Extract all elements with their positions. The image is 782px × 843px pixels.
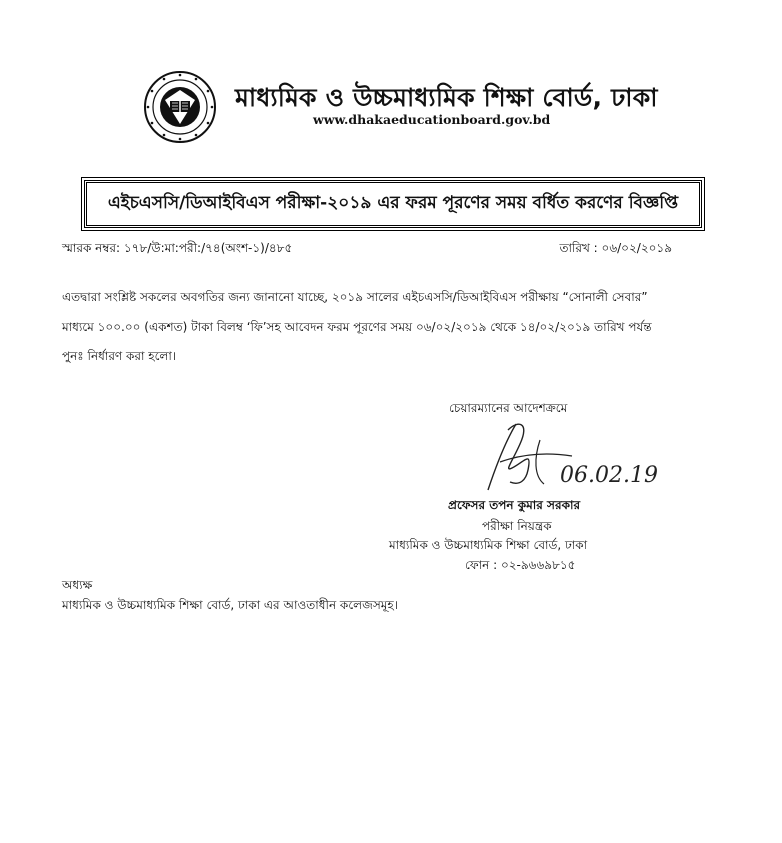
notice-title-box (84, 180, 702, 228)
recipient-body: মাধ্যমিক ও উচ্চমাধ্যমিক শিক্ষা বোর্ড, ঢাকা এর আওতাধীন কলেজসমূহ। (62, 598, 399, 612)
signatory-office: মাধ্যমিক ও উচ্চমাধ্যমিক শিক্ষা বোর্ড, ঢাকা (389, 538, 588, 552)
order-line: চেয়ারম্যানের আদেশক্রমে (449, 401, 568, 415)
website-url: www.dhakaeducationboard.gov.bd (313, 112, 551, 127)
education-board-seal-icon (143, 70, 217, 144)
organization-name: মাধ্যমিক ও উচ্চমাধ্যমিক শিক্ষা বোর্ড, ঢাকা (235, 83, 658, 112)
recipient-title: অধ্যক্ষ (62, 578, 93, 592)
body-line-3: পুনঃ নির্ধারণ করা হলো। (62, 349, 177, 363)
signatory-name: প্রফেসর তপন কুমার সরকার (448, 498, 581, 512)
memo-number: স্মারক নম্বর: ১৭৮/উ:মা:পরী:/৭৪(অংশ-১)/৪৮৫ (62, 241, 293, 255)
signatory-designation: পরীক্ষা নিয়ন্ত্রক (482, 519, 552, 533)
signatory-phone: ফোন : ০২-৯৬৬৯৮১৫ (465, 558, 576, 572)
body-line-1: এতদ্বারা সংশ্লিষ্ট সকলের অবগতির জন্য জানানো যাচ্ছে, ২০১৯ সালের এইচএসসি/ডিআইবিএস পরীক্ষায় “সোনালী সেবার” (62, 290, 648, 304)
handwritten-date: 06.02.19 (560, 463, 658, 488)
body-line-2: মাধ্যমে ১০০.০০ (একশত) টাকা বিলম্ব ‘ফি’সহ আবেদন ফরম পূরণের সময় ০৬/০২/২০১৯ থেকে ১৪/০২/২০১৯ তারিখ পর্যন্ত (62, 320, 652, 334)
notice-title: এইচএসসি/ডিআইবিএস পরীক্ষা-২০১৯ এর ফরম পূরণের সময় বর্ধিত করণের বিজ্ঞপ্তি (107, 193, 679, 213)
handwritten-signature (482, 410, 672, 500)
notice-date: তারিখ : ০৬/০২/২০১৯ (559, 241, 672, 255)
